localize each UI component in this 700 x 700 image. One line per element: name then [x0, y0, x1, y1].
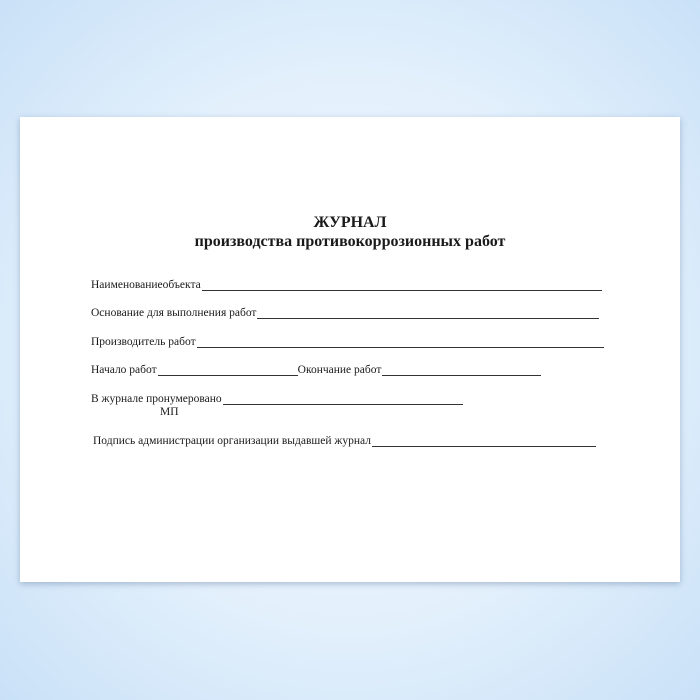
document-title: ЖУРНАЛ: [313, 214, 387, 231]
end-label: Окончание работ: [297, 364, 382, 376]
numbered-label: В журнале пронумеровано: [91, 393, 222, 405]
dates-row: [91, 364, 541, 377]
contractor-line[interactable]: [197, 336, 604, 348]
stamp-label: МП: [160, 406, 179, 418]
contractor-row: [91, 336, 604, 349]
document-subtitle: производства противокоррозионных работ: [194, 233, 506, 250]
object-name-label: Наименованиеобъекта: [91, 279, 201, 291]
numbered-row: [91, 393, 463, 406]
signature-label: Подпись администрации организации выдавшей журнал: [93, 435, 371, 447]
signature-row: [93, 435, 596, 448]
start-label: Начало работ: [91, 364, 157, 376]
numbered-line[interactable]: [223, 393, 463, 405]
basis-line[interactable]: [257, 307, 599, 319]
journal-sheet: [20, 117, 680, 582]
object-name-row: [91, 279, 602, 292]
end-line[interactable]: [382, 364, 541, 376]
contractor-label: Производитель работ: [91, 336, 196, 348]
basis-row: [91, 307, 599, 320]
object-name-line[interactable]: [202, 279, 602, 291]
basis-label: Основание для выполнения работ: [91, 307, 257, 319]
start-line[interactable]: [158, 364, 298, 376]
signature-line[interactable]: [372, 435, 596, 447]
